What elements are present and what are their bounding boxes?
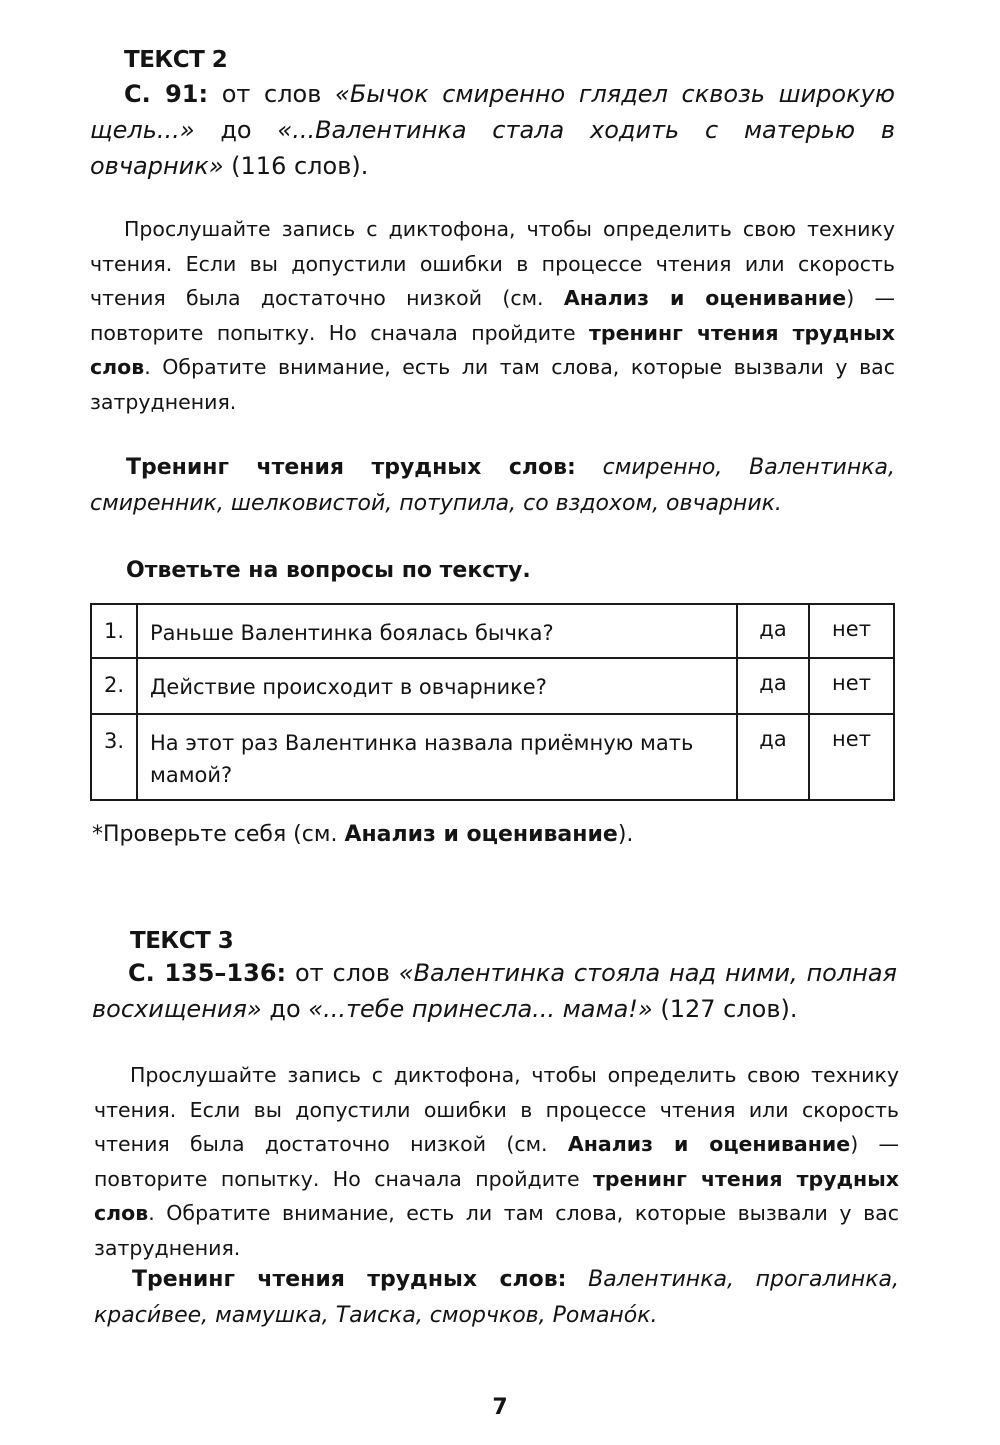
text2-instruction: Прослушайте запись с диктофона, чтобы определить свою технику чтения. Если вы допустили ошибки в процессе чтения или скорость чтения была достаточно низкой (см. Анализ и оценивание) — повторите попытку. Но сначала пройдите тренинг чтения трудных слов. Обратите внимание, есть ли там слова, которые вызвали у вас затруднения. [90,217,895,414]
text2-training-label: Тренинг чтения трудных слов: [126,455,576,480]
answer-no[interactable]: нет [809,658,894,714]
text3-from-quote: «Валентинка стояла над ними, полная восхищения» [92,959,897,1023]
self-check-ref: Анализ и оценивание [344,822,618,847]
text2-training [90,450,895,522]
questions-table [90,603,895,801]
text2-to-quote: «...Валентинка стала ходить с матерью в овчарник» [90,116,895,180]
text3-heading: ТЕКСТ 3 [130,928,234,954]
question-number: 2. [91,658,137,714]
question-number: 1. [91,604,137,658]
text3-source: С. 135–136: от слов «Валентинка стояла над ними, полная восхищения» до «...тебе принесла... мама!» (127 слов). [92,959,897,1023]
question-text: Раньше Валентинка боялась бычка? [137,604,737,658]
text3-training [94,1262,899,1334]
answer-no[interactable]: нет [809,714,894,800]
answer-yes[interactable]: да [737,714,809,800]
text2-training-words: смиренно, Валентинка, смиренник, шелковистой, потупила, со вздохом, овчарник. [90,455,895,516]
question-text: Действие происходит в овчарнике? [137,658,737,714]
text3-analysis-ref: Анализ и оценивание [567,1132,851,1157]
text3-to-quote: «...тебе принесла... мама!» [308,995,653,1023]
text3-training-label: Тренинг чтения трудных слов: [132,1267,567,1292]
text2-from-quote: «Бычок смиренно глядел сквозь широкую щель...» [90,80,895,144]
text3-page-ref: С. 135–136: [128,959,287,987]
table-row [91,714,894,800]
text2-heading: ТЕКСТ 2 [124,47,228,73]
text2-analysis-ref: Анализ и оценивание [563,286,847,311]
questions-heading: Ответьте на вопросы по тексту. [126,558,531,583]
answer-yes[interactable]: да [737,604,809,658]
text2-training-ref: тренинг чтения трудных слов [90,320,895,380]
table-row [91,604,894,658]
table-row [91,658,894,714]
question-number: 3. [91,714,137,800]
text3-instruction: Прослушайте запись с диктофона, чтобы определить свою технику чтения. Если вы допустили ошибки в процессе чтения или скорость чтения была достаточно низкой (см. Анализ и оценивание) — повторите попытку. Но сначала пройдите тренинг чтения трудных слов. Обратите внимание, есть ли там слова, которые вызвали у вас затруднения. [94,1063,899,1260]
self-check-note: *Проверьте себя (см. Анализ и оценивание). [92,822,634,847]
page-number: 7 [492,1395,508,1420]
text3-training-words: Валентинка, прогалинка, краси́вее, мамушка, Таиска, сморчков, Романо́к. [94,1267,899,1328]
question-text: На этот раз Валентинка назвала приёмную мать мамой? [137,714,737,800]
answer-yes[interactable]: да [737,658,809,714]
text2-page-ref: С. 91: [124,80,209,108]
text2-source: С. 91: от слов «Бычок смиренно глядел сквозь широкую щель...» до «...Валентинка стала ходить с матерью в овчарник» (116 слов). [90,80,895,180]
text3-training-ref: тренинг чтения трудных слов [94,1166,899,1226]
answer-no[interactable]: нет [809,604,894,658]
